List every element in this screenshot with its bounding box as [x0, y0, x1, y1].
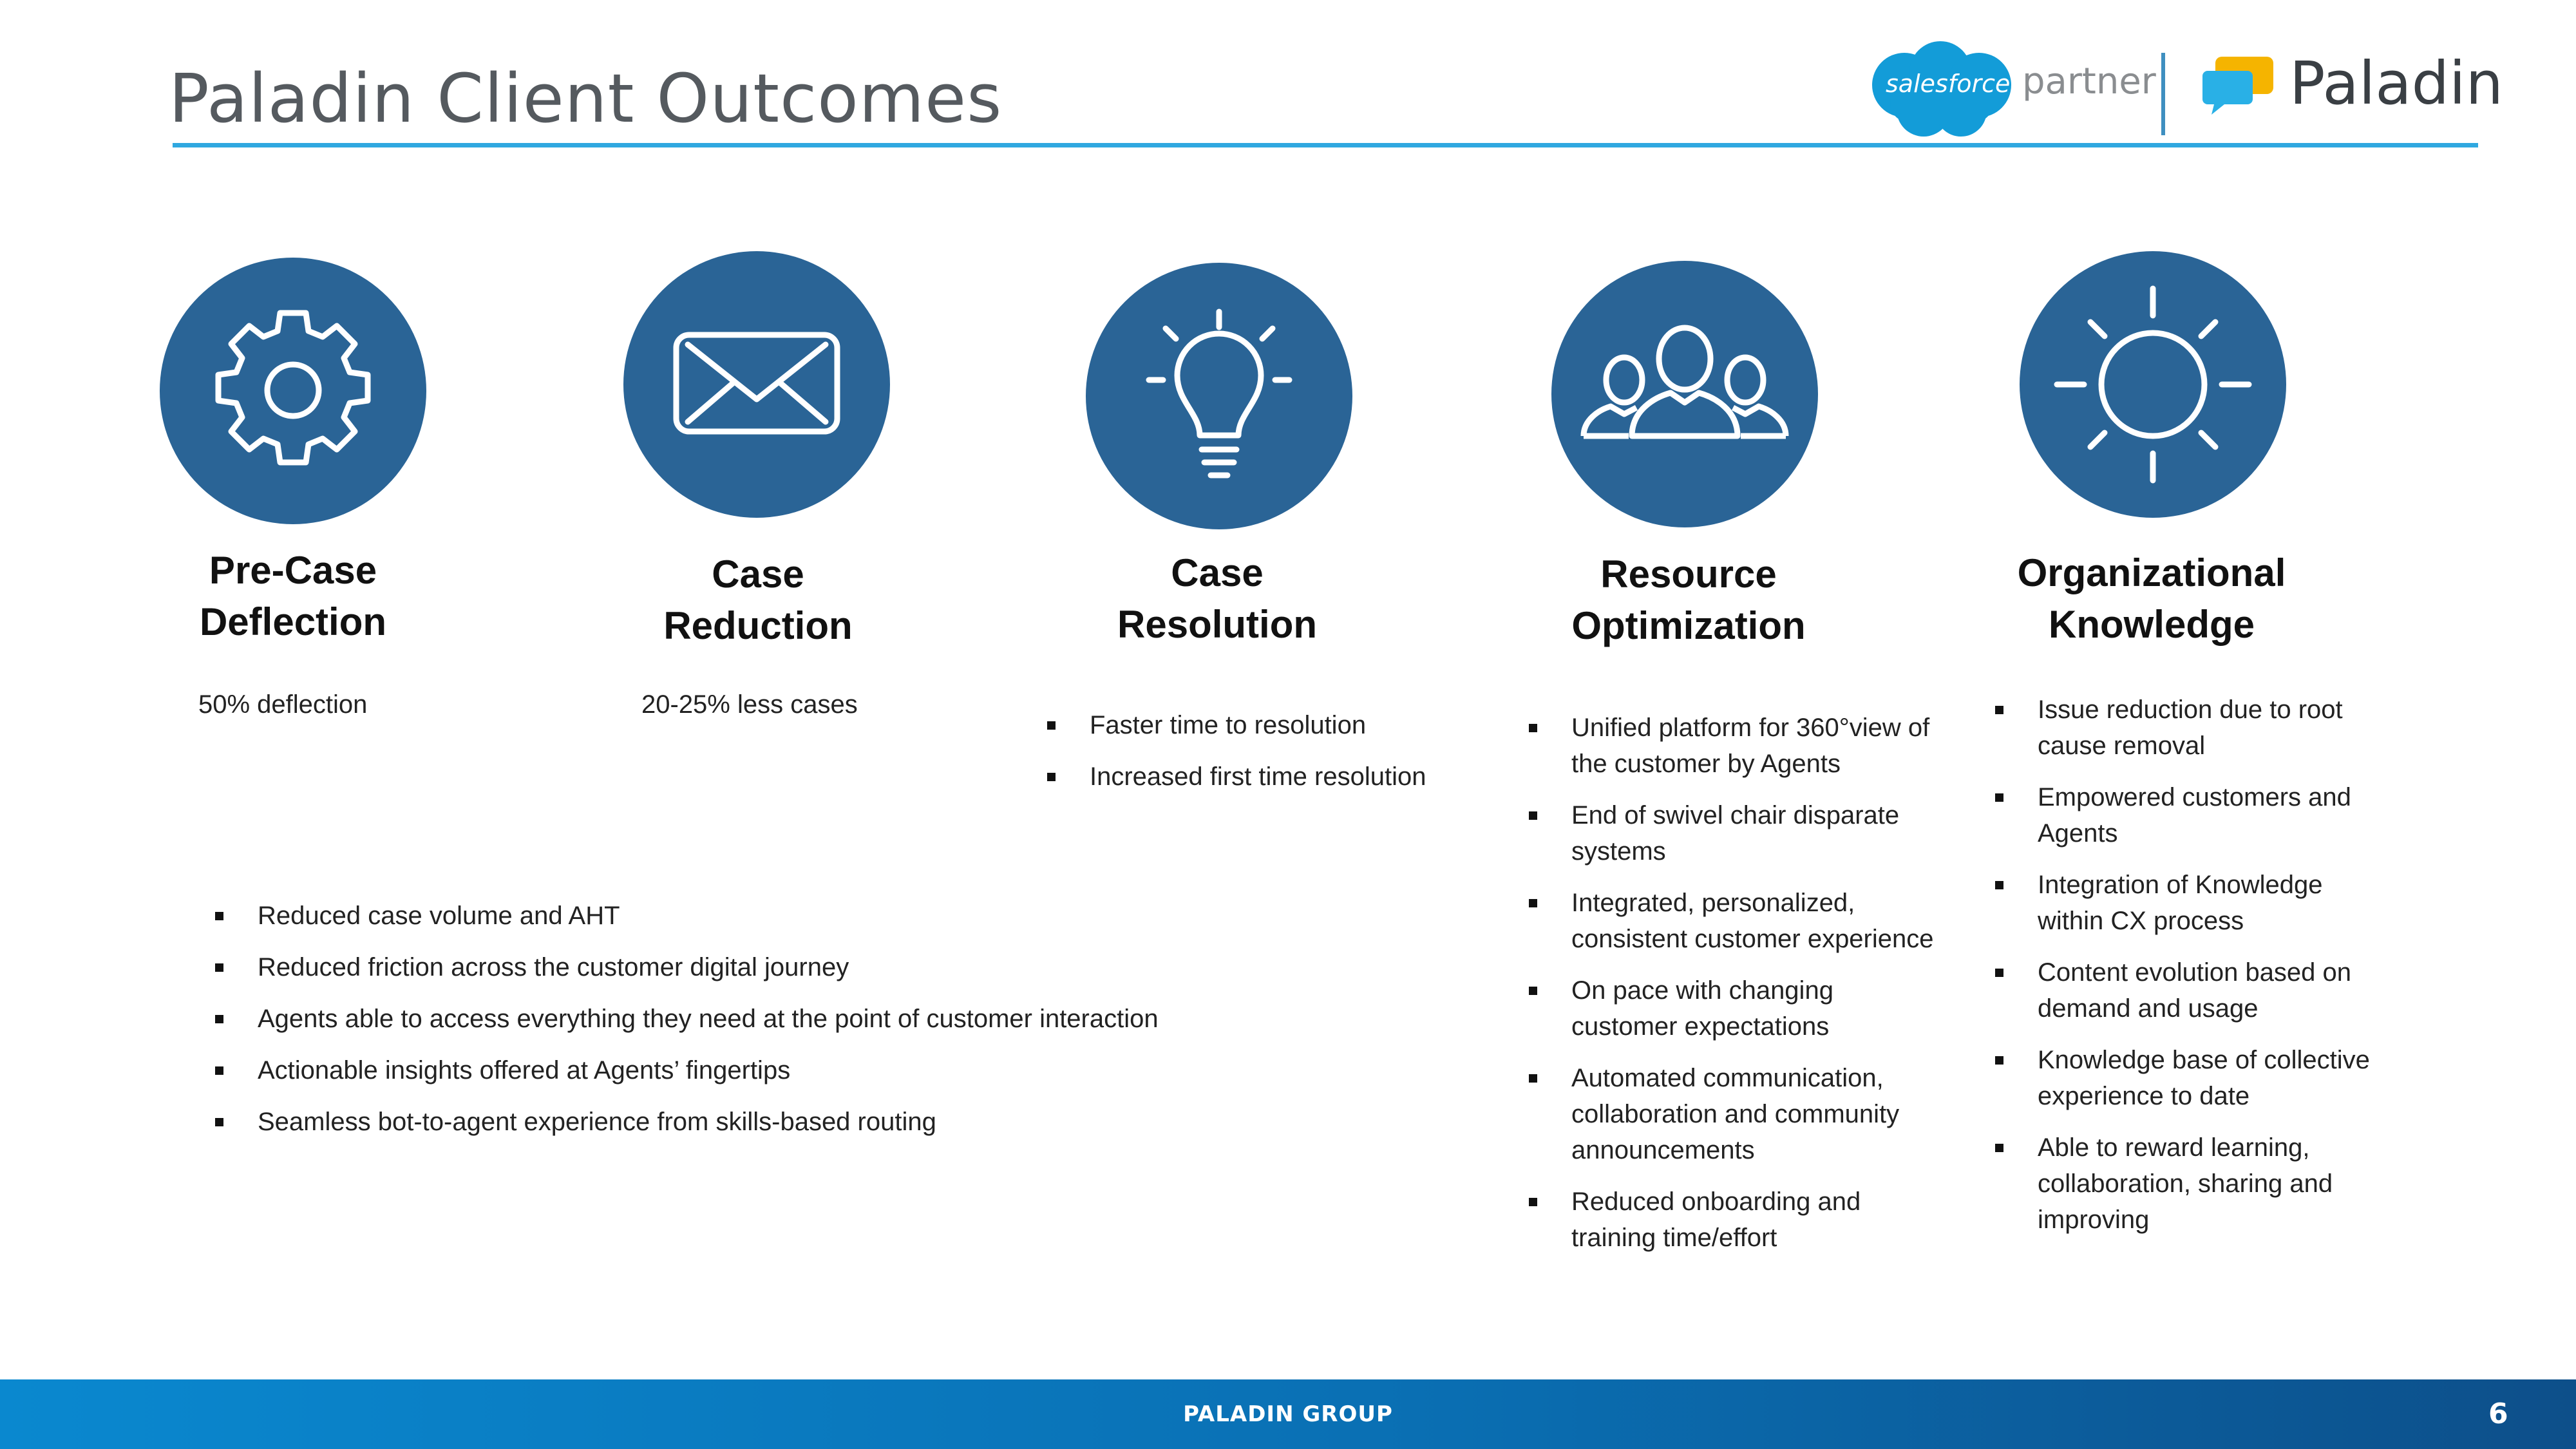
list-item: Integration of Knowledge within CX process [1993, 867, 2379, 939]
list-item: Automated communication, collaboration and community announcements [1526, 1060, 1938, 1168]
list-item: Seamless bot-to-agent experience from skills-based routing [213, 1104, 1307, 1140]
organizational-knowledge-circle [2020, 251, 2286, 518]
list-item: On pace with changing customer expectations [1526, 972, 1938, 1045]
footer-bar [0, 1379, 2576, 1449]
list-item: Reduced friction across the customer digital journey [213, 949, 1307, 985]
resource-optimization-bullets [1526, 710, 1938, 1271]
list-item: Actionable insights offered at Agents’ fingertips [213, 1052, 1307, 1088]
heading-pre-case-deflection: Pre-Case Deflection [199, 549, 387, 643]
list-item: Knowledge base of collective experience to date [1993, 1042, 2379, 1114]
heading-resource-optimization: Resource Optimization [1571, 553, 1806, 647]
gear-icon [160, 258, 426, 524]
resource-optimization-circle [1551, 261, 1818, 527]
list-item: Agents able to access everything they need at the point of customer interaction [213, 1001, 1307, 1037]
salesforce-logo-text: salesforce [1886, 70, 2011, 98]
sun-icon [2020, 251, 2286, 518]
partner-label: partner [2022, 61, 2156, 102]
list-item: Empowered customers and Agents [1993, 779, 2379, 851]
lightbulb-icon [1086, 263, 1352, 529]
list-item: Issue reduction due to root cause removal [1993, 692, 2379, 764]
organizational-knowledge-bullets [1993, 692, 2379, 1253]
list-item: Reduced case volume and AHT [213, 898, 1307, 934]
page-title: Paladin Client Outcomes [169, 59, 1003, 138]
list-item: Increased first time resolution [1045, 759, 1495, 795]
shared-benefits-bullets [213, 898, 1307, 1155]
page-number: 6 [2488, 1397, 2508, 1430]
list-item: End of swivel chair disparate systems [1526, 797, 1938, 869]
stat-case-reduction: 20-25% less cases [641, 690, 858, 719]
heading-case-resolution: Case Resolution [1117, 551, 1317, 646]
paladin-logo-text: Paladin [2289, 49, 2503, 118]
list-item: Unified platform for 360°view of the customer by Agents [1526, 710, 1938, 782]
envelope-icon [623, 251, 890, 518]
list-item: Faster time to resolution [1045, 707, 1495, 743]
people-icon [1551, 261, 1818, 527]
case-resolution-bullets [1045, 707, 1495, 810]
heading-case-reduction: Case Reduction [663, 553, 853, 647]
pre-case-deflection-circle [160, 258, 426, 524]
list-item: Able to reward learning, collaboration, sharing and improving [1993, 1130, 2379, 1238]
title-underline [173, 143, 2478, 147]
list-item: Integrated, personalized, consistent customer experience [1526, 885, 1938, 957]
stat-pre-case-deflection: 50% deflection [198, 690, 368, 719]
list-item: Reduced onboarding and training time/effort [1526, 1184, 1938, 1256]
heading-organizational-knowledge: Organizational Knowledge [2017, 551, 2286, 646]
footer-company: PALADIN GROUP [1183, 1401, 1393, 1427]
paladin-logo-icon [2202, 54, 2275, 116]
logo-divider [2161, 53, 2165, 135]
case-resolution-circle [1086, 263, 1352, 529]
case-reduction-circle [623, 251, 890, 518]
list-item: Content evolution based on demand and usage [1993, 954, 2379, 1027]
